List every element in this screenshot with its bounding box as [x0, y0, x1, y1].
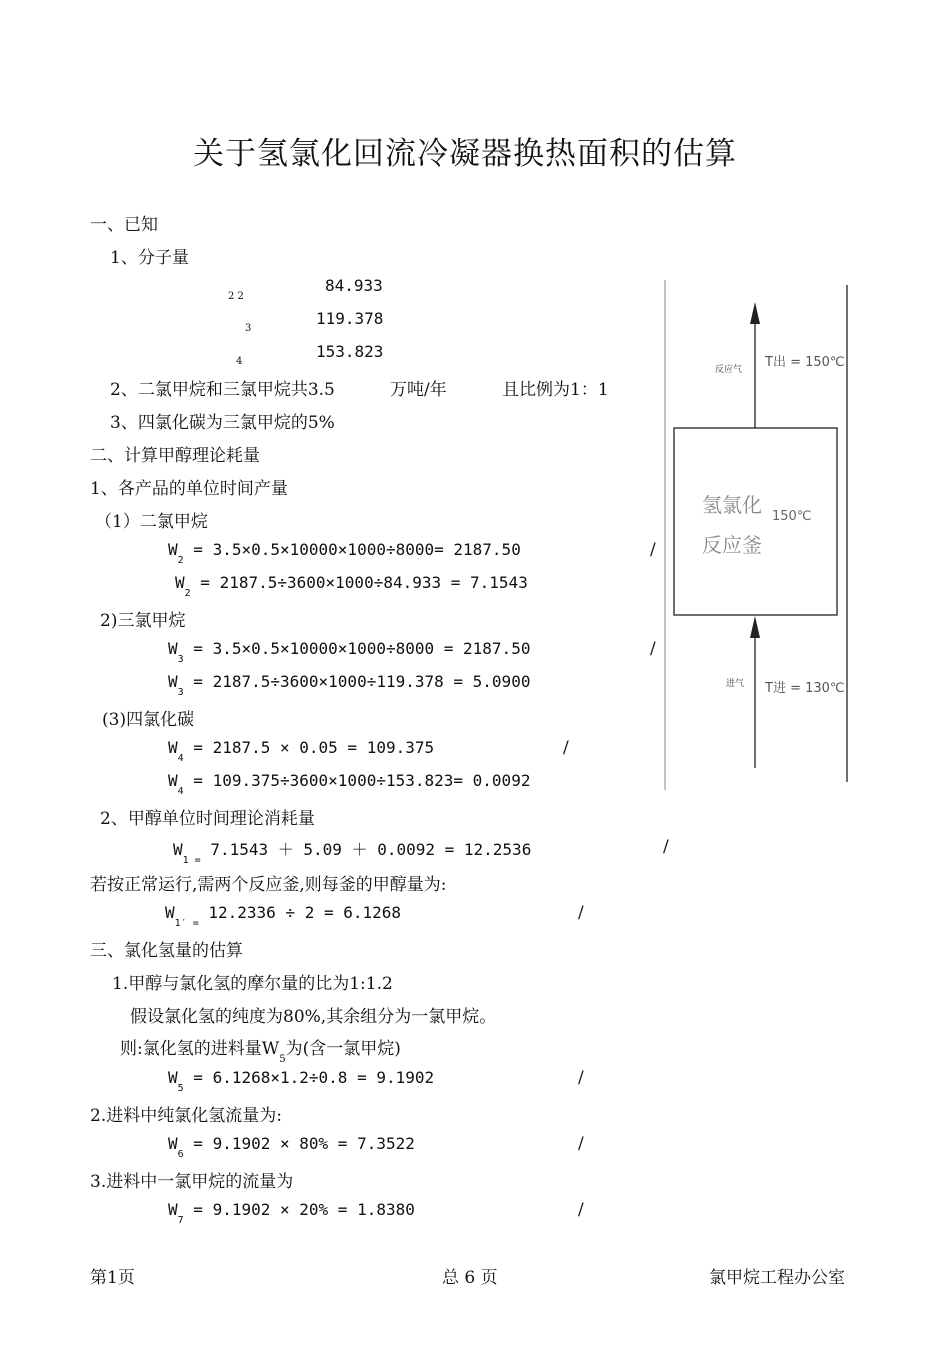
pure-hcl-flow-heading: 2.进料中纯氯化氢流量为:: [90, 1106, 282, 1126]
chloroform-heading: 2)三氯甲烷: [100, 611, 186, 631]
methanol-consumption-heading: 2、甲醇单位时间理论消耗量: [100, 809, 315, 829]
formula-w2-a: $W_2 = 3.5\times 0.5\times 10000\times 1000\div 8000= 2187.50$: [168, 540, 521, 566]
unit-slash: /: [578, 1200, 584, 1220]
mw-subscript-3: 4: [236, 356, 243, 367]
unit-time-output-heading: 1、各产品的单位时间产量: [90, 479, 288, 499]
section-1-heading: 一、已知: [90, 215, 158, 235]
formula-w2-b: $W_2 = 2187.5\div 3600\times 1000\div 84.933 = 7.1543$: [175, 573, 528, 599]
unit-slash: /: [578, 1068, 584, 1088]
page-title: 关于氢氯化回流冷凝器换热面积的估算: [193, 136, 737, 172]
mw-subscript-1: 2 2: [228, 291, 244, 302]
section-2-heading: 二、计算甲醇理论耗量: [90, 446, 260, 466]
hcl-feed-line: 则:氯化氢的进料量$W_5$为(含一氯甲烷): [120, 1039, 401, 1065]
unit-slash: /: [663, 837, 669, 857]
purity-assumption-line: 假设氯化氢的纯度为80%,其余组分为一氯甲烷。: [130, 1007, 497, 1027]
formula-w3-b: $W_3 = 2187.5\div 3600\times 1000\div 119.378 = 5.0900$: [168, 672, 531, 698]
mw-value-1: 84.933: [325, 276, 383, 295]
outlet-temperature: T出 = 150℃: [765, 355, 845, 370]
known-item-2-a: 2、二氯甲烷和三氯甲烷共3.5: [110, 380, 335, 400]
mw-subscript-2: 3: [245, 323, 252, 334]
inlet-temperature: T进 = 130℃: [765, 681, 845, 696]
inlet-arrow-icon: [750, 616, 760, 638]
formula-w1-prime: $W_{1' =}$ 12.2336 ÷ 2 = 6.1268: [165, 903, 402, 929]
formula-w5: $W_5 = 6.1268\times 1.2\div 0.8 = 9.1902$: [168, 1068, 435, 1094]
dichloromethane-heading: （1）二氯甲烷: [95, 512, 208, 532]
formula-w3-a: $W_3 = 3.5\times 0.5\times 10000\times 1000\div 8000 = 2187.50$: [168, 639, 531, 665]
outlet-arrow-icon: [750, 302, 760, 324]
formula-w1: $W_{1 =}$ 7.1543 ＋ 5.09 ＋ 0.0092 = 12.2536: [173, 840, 532, 866]
known-item-2-c: 且比例为1：1: [502, 380, 609, 400]
footer-page-number: 第1页: [90, 1268, 135, 1288]
reactor-temperature: 150℃: [772, 509, 812, 524]
unit-slash: /: [578, 1134, 584, 1154]
reactor-label-line2: 反应釜: [702, 533, 762, 557]
formula-w4-a: $W_4 = 2187.5 \times 0.05 = 109.375$: [168, 738, 435, 764]
mw-value-2: 119.378: [316, 309, 384, 328]
unit-slash: /: [650, 639, 656, 659]
outlet-label: 反应气: [715, 365, 743, 375]
reactor-label-line1: 氢氯化: [702, 493, 762, 517]
molar-ratio-line: 1.甲醇与氯化氢的摩尔量的比为1:1.2: [112, 974, 393, 994]
footer-total-pages: 总 6 页: [442, 1268, 498, 1288]
footer-office: 氯甲烷工程办公室: [709, 1268, 845, 1288]
chloromethane-flow-heading: 3.进料中一氯甲烷的流量为: [90, 1172, 294, 1192]
formula-w7: $W_7 = 9.1902 \times 20\% = 1.8380$: [168, 1200, 415, 1226]
known-item-2-b: 万吨/年: [390, 380, 447, 400]
known-item-3: 3、四氯化碳为三氯甲烷的5%: [110, 413, 335, 433]
mw-value-3: 153.823: [316, 342, 384, 361]
unit-slash: /: [578, 903, 584, 923]
molecular-weight-heading: 1、分子量: [110, 248, 189, 268]
section-3-heading: 三、氯化氢量的估算: [90, 941, 243, 961]
formula-w6: $W_6 = 9.1902 \times 80\% = 7.3522$: [168, 1134, 415, 1160]
two-reactors-note: 若按正常运行,需两个反应釜,则每釜的甲醇量为:: [90, 875, 447, 895]
unit-slash: /: [563, 738, 569, 758]
carbon-tetrachloride-heading: (3)四氯化碳: [102, 710, 195, 730]
inlet-label: 进气: [726, 679, 745, 689]
unit-slash: /: [650, 540, 656, 560]
formula-w4-b: $W_4 = 109.375\div 3600\times 1000\div 153.823= 0.0092$: [168, 771, 531, 797]
reactor-diagram: [660, 280, 860, 790]
reactor-box: [674, 428, 837, 615]
